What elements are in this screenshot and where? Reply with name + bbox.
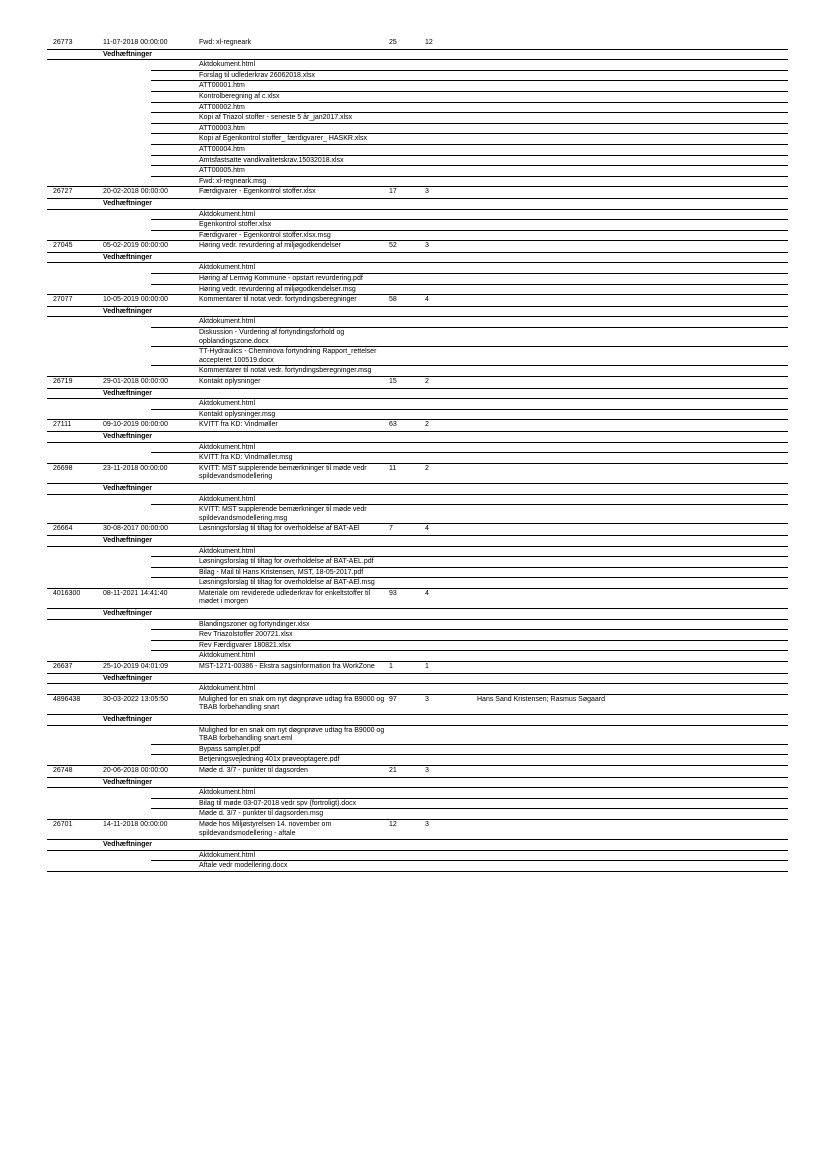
record-id: 4896438 [53, 695, 81, 703]
record-count-b: 3 [425, 695, 429, 703]
attachment-row [47, 410, 788, 421]
record-subject: Kommentarer til notat vedr. fortyndingsberegninger [199, 296, 357, 304]
record-count-b: 3 [425, 242, 429, 250]
attachment-filename: Kommentarer til notat vedr. fortyndingsberegninger.msg [199, 367, 372, 375]
attachment-row [47, 274, 788, 285]
record-count-a: 7 [389, 525, 393, 533]
attachment-filename: Løsningsforslag til tiltag for overholdelse af BAT-AEl.msg [199, 579, 375, 587]
attachment-filename: Høring af Lemvig Kommune - opstart revurdering.pdf [199, 275, 363, 283]
attachment-row [47, 103, 788, 114]
attachment-filename: Aktdokument.html [199, 547, 256, 555]
mail-row [47, 241, 788, 253]
record-count-a: 93 [389, 589, 397, 597]
attachment-row [47, 328, 788, 347]
record-date: 30-08-2017 00:00:00 [103, 525, 168, 533]
attachment-row [47, 317, 788, 328]
record-recipients: Hans Sand Kristensen; Rasmus Søgaard [477, 695, 606, 703]
attachment-filename: Løsningsforslag til tiltag for overholdelse af BAT-AEL.pdf [199, 558, 374, 566]
attachment-row [47, 453, 788, 464]
attachment-filename: ATT00004.htm [199, 145, 245, 153]
mail-row [47, 420, 788, 432]
record-id: 27111 [53, 421, 72, 429]
record-date: 30-03-2022 13:05:50 [103, 695, 168, 703]
record-count-a: 63 [389, 421, 397, 429]
record-id: 27077 [53, 296, 73, 304]
attachment-filename: Aktdokument.html [199, 789, 256, 797]
record-count-b: 2 [425, 378, 429, 385]
record-count-a: 97 [389, 695, 397, 703]
attachment-row [47, 92, 788, 103]
attachment-filename: Forslag til udlederkrav 26062018.xlsx [199, 71, 315, 79]
record-subject: Fwd: xl-regneark [199, 39, 252, 46]
record-id: 4016300 [53, 589, 81, 597]
mail-row [47, 377, 788, 389]
record-date: 10-05-2019 00:00:00 [103, 296, 168, 304]
record-subject: MST-1271-00386 - Ekstra sagsinformation fra WorkZone [199, 663, 375, 671]
attachment-row [47, 347, 788, 366]
attachments-label: Vedhæftninger [103, 432, 153, 440]
record-subject: KVITT: MST supplerende bemærkninger til møde vedr spildevandsmodellering [199, 464, 367, 481]
attachment-filename: KVITT: MST supplerende bemærkninger til møde vedr spildevandsmodellering.msg [199, 506, 367, 522]
attachment-filename: Aktdokument.html [199, 264, 256, 272]
record-subject: KVITT fra KD: Vindmøller [199, 421, 278, 429]
attachments-label-row [47, 536, 788, 547]
record-date: 29-01-2018 00:00:00 [103, 378, 168, 385]
attachment-filename: Rev Færdigvarer 180821.xlsx [199, 641, 291, 649]
record-recipients [477, 766, 788, 777]
attachment-row [47, 210, 788, 221]
attachment-row [47, 177, 788, 188]
attachment-row [47, 745, 788, 756]
mail-row [47, 662, 788, 674]
record-id: 26637 [53, 663, 73, 671]
attachment-row [47, 799, 788, 810]
record-count-b: 3 [425, 820, 429, 828]
attachment-row [47, 809, 788, 820]
attachment-row [47, 443, 788, 454]
record-recipients [477, 420, 788, 431]
record-recipients [477, 820, 788, 839]
attachment-row [47, 495, 788, 506]
attachments-label: Vedhæftninger [103, 307, 153, 315]
record-id: 26727 [53, 188, 73, 196]
attachment-row [47, 156, 788, 167]
attachments-label-row [47, 432, 788, 443]
attachment-filename: ATT00005.htm [199, 167, 245, 175]
attachment-row [47, 630, 788, 641]
record-id: 26773 [53, 39, 73, 46]
attachments-label-row [47, 715, 788, 726]
record-count-b: 3 [425, 766, 429, 774]
mail-row [47, 695, 788, 715]
record-id: 26664 [53, 525, 73, 533]
attachment-filename: KVITT fra KD: Vindmøller.msg [199, 454, 293, 462]
attachment-row [47, 578, 788, 589]
record-count-a: 11 [389, 464, 397, 472]
attachments-label-row [47, 389, 788, 400]
attachment-row [47, 726, 788, 745]
attachments-label: Vedhæftninger [103, 536, 153, 544]
attachment-filename: ATT00002.htm [199, 103, 245, 111]
attachment-row [47, 220, 788, 231]
attachment-filename: Aktdokument.html [199, 400, 256, 408]
record-recipients [477, 295, 788, 306]
record-count-a: 21 [389, 766, 397, 774]
attachment-row [47, 505, 788, 524]
record-count-b: 2 [425, 464, 429, 472]
attachment-filename: Betjeningsvejledning 401x prøveoptagere.pdf [199, 756, 340, 764]
record-count-a: 15 [389, 378, 397, 385]
record-recipients [477, 241, 788, 252]
record-id: 26719 [53, 378, 73, 385]
record-date: 25-10-2019 04:01:09 [103, 663, 168, 671]
mail-row [47, 820, 788, 840]
record-recipients [477, 187, 788, 198]
attachments-label-row [47, 50, 788, 61]
record-subject: Færdigvarer - Egenkontrol stoffer.xlsx [199, 188, 316, 196]
attachments-register-table [47, 38, 788, 872]
attachment-filename: Aktdokument.html [199, 685, 256, 693]
attachments-label-row [47, 778, 788, 789]
attachment-filename: Aktdokument.html [199, 495, 256, 503]
attachment-row [47, 231, 788, 242]
attachment-filename: Aktdokument.html [199, 61, 256, 69]
attachment-row [47, 134, 788, 145]
record-count-a: 52 [389, 242, 397, 250]
attachment-row [47, 399, 788, 410]
mail-row [47, 766, 788, 778]
attachment-filename: Blandingszoner og fortyndinger.xlsx [199, 620, 310, 628]
attachment-filename: Mulighed for en snak om nyt døgnprøve udtag fra B9000 og TBAB forbehandling snart.eml [199, 726, 385, 743]
record-count-b: 4 [425, 296, 429, 304]
attachment-row [47, 755, 788, 766]
record-date: 23-11-2018 00:00:00 [103, 464, 168, 472]
attachment-filename: Færdigvarer - Egenkontrol stoffer.xlsx.msg [199, 231, 331, 239]
record-subject: Materiale om reviderede udlederkrav for enkeltstoffer til mødet i morgen [199, 589, 371, 606]
mail-row [47, 38, 788, 50]
attachments-label: Vedhæftninger [103, 50, 153, 58]
attachment-filename: Amtsfastsatte vandkvalitetskrav.15032018.xlsx [199, 156, 344, 164]
attachment-filename: Bilag til møde 03-07-2018 vedr spv (fortroligt).docx [199, 799, 357, 807]
attachment-row [47, 620, 788, 631]
attachment-row [47, 641, 788, 652]
attachment-filename: ATT00001.htm [199, 82, 245, 90]
attachment-filename: Høring vedr. revurdering af miljøgodkendelser.msg [199, 285, 356, 293]
attachment-row [47, 366, 788, 377]
record-date: 08-11-2021 14:41:40 [103, 589, 168, 597]
mail-row [47, 187, 788, 199]
attachments-label: Vedhæftninger [103, 778, 153, 786]
attachment-filename: Møde d. 3/7 - punkter til dagsorden.msg [199, 810, 324, 818]
attachment-filename: Rev Triazolstoffer 200721.xlsx [199, 631, 293, 639]
attachment-filename: Aktdokument.html [199, 851, 256, 859]
record-date: 20-06-2018 00:00:00 [103, 766, 168, 774]
record-count-b: 2 [425, 421, 429, 429]
attachments-label-row [47, 840, 788, 851]
attachment-row [47, 547, 788, 558]
record-subject: Møde d. 3/7 - punkter til dagsorden [199, 766, 308, 774]
record-recipients [477, 38, 788, 49]
attachment-filename: Kopi af Triazol stoffer - seneste 5 år_jan2017.xlsx [199, 114, 353, 122]
attachment-row [47, 71, 788, 82]
attachment-row [47, 568, 788, 579]
attachment-row [47, 166, 788, 177]
record-subject: Høring vedr. revurdering af miljøgodkendelser [199, 242, 342, 250]
record-count-a: 12 [389, 820, 397, 828]
attachment-row [47, 81, 788, 92]
attachment-row [47, 124, 788, 135]
record-subject: Kontakt oplysninger [199, 378, 261, 385]
attachment-filename: TT-Hydraulics - Cheminova fortyndning Rapport_rettelser accepteret 100519.docx [199, 348, 377, 364]
attachments-label-row [47, 484, 788, 495]
record-id: 27045 [53, 242, 73, 250]
attachments-label-row [47, 253, 788, 264]
attachment-filename: Aktdokument.html [199, 443, 256, 451]
attachment-filename: Bilag - Mail til Hans Kristensen, MST, 18-05-2017.pdf [199, 568, 364, 576]
attachment-filename: Kopi af Egenkontrol stoffer_ færdigvarer_ HASKR.xlsx [199, 135, 367, 143]
record-subject: Møde hos Miljøstyrelsen 14. november om spildevandsmodellering - aftale [199, 820, 332, 837]
record-date: 09-10-2019 00:00:00 [103, 421, 168, 429]
attachments-label: Vedhæftninger [103, 674, 153, 682]
record-recipients [477, 524, 788, 535]
attachments-label: Vedhæftninger [103, 716, 153, 723]
record-id: 26698 [53, 464, 73, 472]
attachment-row [47, 145, 788, 156]
attachments-label-row [47, 609, 788, 620]
attachment-row [47, 651, 788, 662]
attachment-filename: Kontakt oplysninger.msg [199, 410, 276, 418]
attachments-label: Vedhæftninger [103, 841, 153, 849]
attachments-label: Vedhæftninger [103, 610, 153, 618]
attachments-label: Vedhæftninger [103, 199, 153, 207]
record-count-b: 3 [425, 188, 429, 196]
record-count-b: 1 [425, 663, 429, 671]
record-date: 14-11-2018 00:00:00 [103, 820, 168, 828]
attachment-row [47, 285, 788, 296]
record-count-a: 58 [389, 296, 397, 304]
record-recipients [477, 589, 788, 608]
record-count-a: 1 [389, 663, 393, 671]
record-subject: Løsningsforslag til tiltag for overholdelse af BAT-AEl [199, 525, 360, 533]
attachment-filename: Aktdokument.html [199, 652, 256, 660]
attachment-filename: Egenkontrol stoffer.xlsx [199, 221, 272, 229]
record-count-b: 4 [425, 589, 429, 597]
attachment-row [47, 263, 788, 274]
attachment-filename: Aktdokument.html [199, 210, 256, 218]
record-recipients [477, 464, 788, 483]
attachment-row [47, 684, 788, 695]
attachment-filename: Diskussion - Vurdering af fortyndingsforhold og opblandingszone.docx [199, 329, 345, 345]
attachments-label-row [47, 307, 788, 318]
attachment-row [47, 113, 788, 124]
mail-row [47, 524, 788, 536]
record-date: 11-07-2018 00:00:00 [103, 39, 168, 46]
attachment-filename: Kontrolberegning af c.xlsx [199, 92, 280, 100]
attachment-filename: ATT00003.htm [199, 124, 245, 132]
record-id: 26748 [53, 766, 73, 774]
attachment-filename: Fwd: xl-regneark.msg [199, 177, 267, 185]
record-count-b: 4 [425, 525, 429, 533]
attachments-label: Vedhæftninger [103, 253, 153, 261]
record-count-b: 12 [425, 39, 433, 46]
attachment-filename: Aftale vedr modellering.docx [199, 862, 288, 870]
attachments-label: Vedhæftninger [103, 484, 153, 492]
attachments-label: Vedhæftninger [103, 389, 153, 397]
record-recipients [477, 662, 788, 673]
mail-row [47, 464, 788, 484]
record-count-a: 25 [389, 39, 397, 46]
attachment-filename: Aktdokument.html [199, 318, 256, 326]
mail-row [47, 295, 788, 307]
record-subject: Mulighed for en snak om nyt døgnprøve udtag fra B9000 og TBAB forbehandling snart [199, 695, 385, 712]
record-date: 20-02-2018 00:00:00 [103, 188, 168, 196]
attachment-row [47, 557, 788, 568]
mail-row [47, 589, 788, 609]
attachment-row [47, 60, 788, 71]
attachments-label-row [47, 199, 788, 210]
attachment-row [47, 788, 788, 799]
record-recipients [477, 377, 788, 388]
attachment-row [47, 851, 788, 862]
record-id: 26701 [53, 820, 73, 828]
attachment-filename: Bypass sampler.pdf [199, 745, 261, 753]
record-date: 05-02-2019 00:00:00 [103, 242, 168, 250]
attachment-row [47, 861, 788, 872]
record-count-a: 17 [389, 188, 397, 196]
attachments-label-row [47, 674, 788, 685]
